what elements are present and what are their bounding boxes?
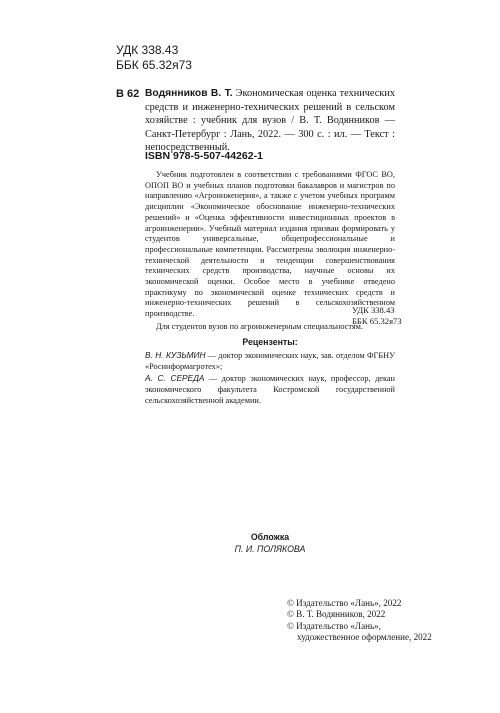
copyright-line: © Издательство «Лань», bbox=[287, 620, 381, 631]
copyright-line: художественное оформление, 2022 bbox=[297, 631, 432, 642]
reviewer-description: — доктор экономических наук, зав. отделом ФГБНУ «Росинформагротех»; bbox=[145, 351, 395, 371]
isbn: ISBN 978-5-507-44262-1 bbox=[145, 150, 263, 162]
cover-label: Обложка bbox=[250, 532, 290, 542]
reviewer-name: А. С. СЕРЕДА bbox=[145, 373, 205, 384]
top-classification bbox=[116, 43, 192, 73]
annotation-paragraph: Учебник подготовлен в соответствии с требованиями ФГОС ВО, ОПОП ВО и учебных планов подготовки бакалавров и магистров по направлению «Агроинженерия», а также с учетом учебных программ дисциплин «Экономическое обоснование инженерно-технических решений» и «Оценка эффективности инвестиционных проектов в агроинженерии». Учебный материал издания призван формировать у студентов универсальные, общепрофессиональные и профессиональные компетенции. Рассмотрены эволюция инженерно-технической деятельности и тенденции совершенствования технических средств производства, научные основы их экономической оценки. Особое место в учебнике отведено практикуму по экономической оценке технических средств и инженерно-технических решений в сельскохозяйственном производстве. bbox=[145, 170, 395, 319]
udk-code: УДК 338.43 bbox=[116, 43, 179, 57]
bibliographic-record bbox=[145, 87, 395, 155]
author-mark: В 62 bbox=[116, 88, 140, 100]
mid-classification bbox=[352, 305, 412, 327]
annotation-audience: Для студентов вузов по агроинженерным специальностям. bbox=[156, 321, 364, 331]
copyright-line: © В. Т. Водянников, 2022 bbox=[287, 609, 386, 620]
cover-credit bbox=[145, 531, 395, 555]
reviewers-list bbox=[145, 350, 395, 407]
author-name: Водянников В. Т. bbox=[145, 88, 233, 99]
udk-code: УДК 338.43 bbox=[352, 305, 395, 315]
cover-designer: П. И. ПОЛЯКОВА bbox=[234, 544, 306, 554]
reviewer-description: — доктор экономических наук, профессор, декан экономического факультета Костромской государственной сельскохозяйственной академии. bbox=[145, 374, 395, 405]
bibliographic-text: Экономическая оценка технических средств и инженерно-технических решений в сельском хозяйстве : учебник для вузов / В. Т. Водянников — Санкт-Петербург : Лань, 2022. — 300 с. : ил. — Текст : непосредственный. bbox=[145, 88, 395, 153]
reviewer-name: В. Н. КУЗЬМИН bbox=[145, 350, 206, 360]
bbk-code: ББК 65.32я73 bbox=[116, 58, 192, 72]
reviewer-entry bbox=[145, 373, 395, 406]
reviewers-heading: Рецензенты: bbox=[242, 337, 298, 347]
bbk-code: ББК 65.32я73 bbox=[352, 316, 402, 326]
copyright-line: © Издательство «Лань», 2022 bbox=[287, 598, 402, 608]
copyright-block bbox=[287, 598, 437, 643]
reviewer-entry bbox=[145, 350, 395, 372]
